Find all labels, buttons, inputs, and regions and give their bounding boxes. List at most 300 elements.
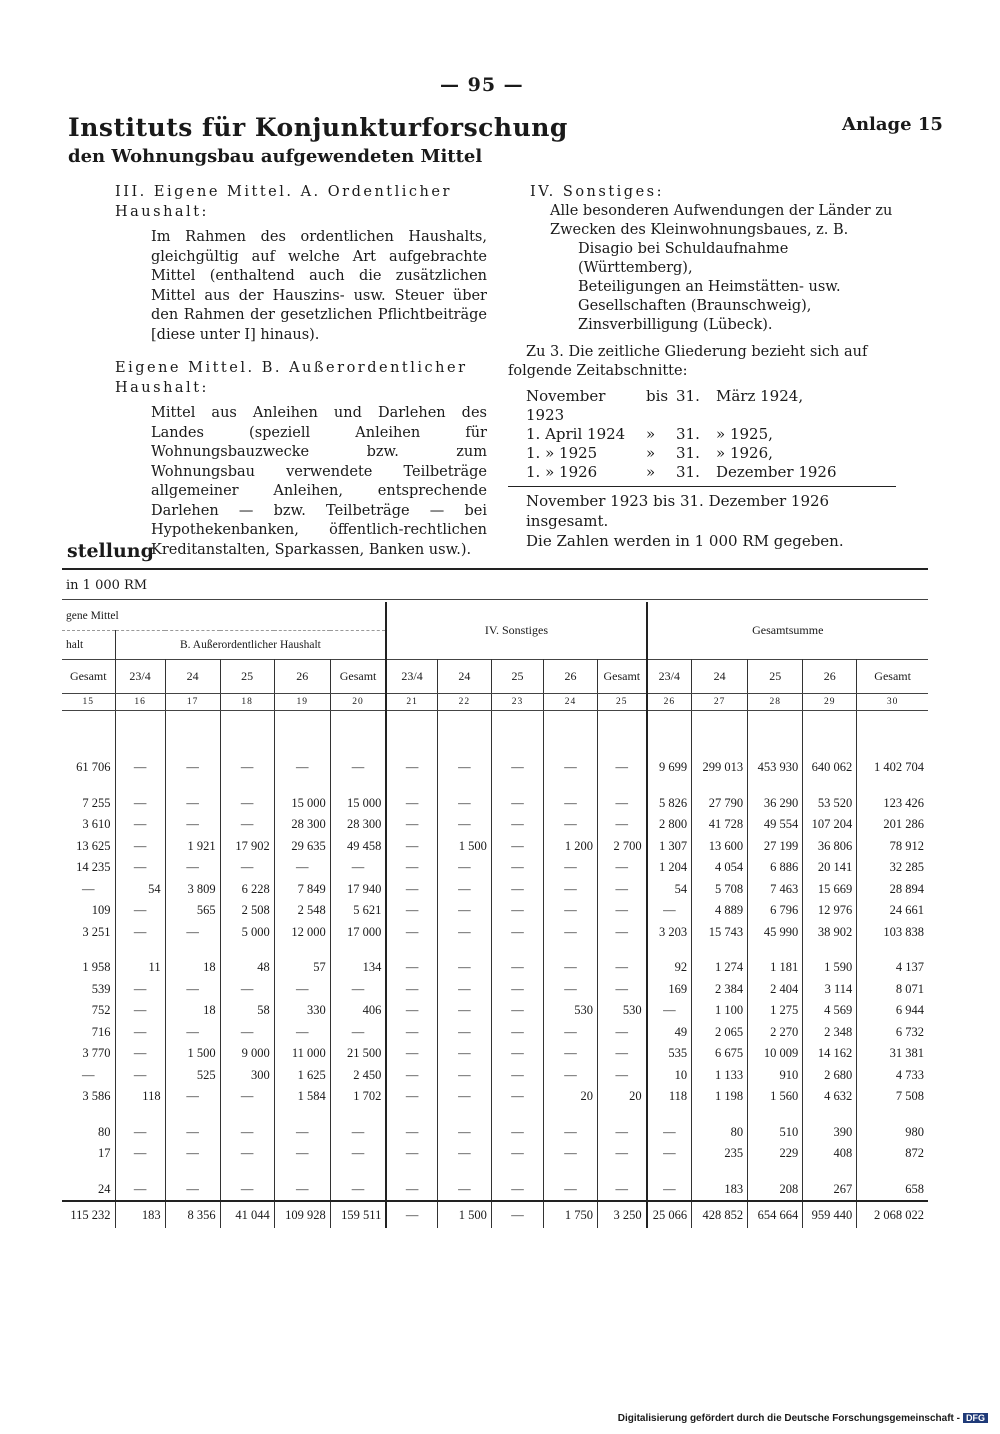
table-cell: — (115, 1065, 165, 1087)
table-cell: — (491, 1022, 543, 1044)
column-header: Gesamt (62, 660, 115, 694)
spacer-cell (437, 943, 491, 957)
spacer-cell (491, 943, 543, 957)
table-cell: — (491, 879, 543, 901)
table-cell: — (165, 1122, 220, 1144)
table-cell: — (274, 757, 330, 779)
table-cell: — (615, 760, 629, 775)
column-header: 25 (491, 660, 543, 694)
column-header: 24 (165, 660, 220, 694)
period-bis: bis (646, 387, 669, 405)
table-cell: — (543, 1122, 597, 1144)
table-cell: 872 (905, 1146, 924, 1161)
table-cell: 299 013 (692, 757, 748, 779)
table-cell: — (115, 814, 165, 836)
table-cell: 980 (905, 1124, 924, 1139)
period-bis: » (646, 425, 656, 443)
table-cell: — (165, 814, 220, 836)
period-end: » 1926, (716, 444, 773, 462)
table-cell: — (386, 857, 437, 879)
spacer-cell (330, 1108, 386, 1122)
spacer-row (62, 943, 928, 957)
table-cell: 2 065 (692, 1022, 748, 1044)
table-cell: 11 000 (274, 1043, 330, 1065)
table-cell: — (220, 1179, 274, 1202)
spacer-cell (598, 711, 647, 758)
table-cell: 658 (905, 1181, 924, 1196)
table-cell: — (220, 979, 274, 1001)
table-cell: — (491, 1122, 543, 1144)
table-cell: 32 285 (889, 860, 924, 875)
group-ausserordentlicher-haushalt: B. Außerordentlicher Haushalt (180, 639, 321, 651)
table-cell: 6 796 (748, 900, 803, 922)
table-cell: — (615, 1124, 629, 1139)
table-cell: — (386, 836, 437, 858)
column-number: 25 (598, 694, 647, 711)
table-cell: 300 (220, 1065, 274, 1087)
table-cell: — (437, 1143, 491, 1165)
table-cell: — (115, 857, 165, 879)
table-cell: 3 250 (598, 1201, 647, 1228)
spacer-cell (543, 943, 597, 957)
text-sonstiges-intro: Alle besonderen Aufwendungen der Länder zu Zwecken des Kleinwohnungsbaues, z. B. (550, 203, 893, 238)
group-label-haushalt: halt (62, 631, 115, 660)
spacer-cell (115, 779, 165, 793)
table-cell: 38 902 (803, 922, 857, 944)
period-row (526, 425, 898, 444)
period-start: 1. » 1925 (526, 444, 598, 462)
table-cell: 12 976 (803, 900, 857, 922)
spacer-cell (330, 779, 386, 793)
spacer-cell (386, 1108, 437, 1122)
column-number: 29 (803, 694, 857, 711)
table-cell: 1 275 (748, 1000, 803, 1022)
table-cell: 123 426 (883, 795, 924, 810)
table-cell: — (615, 795, 629, 810)
table-cell: — (386, 1201, 437, 1228)
table-cell: — (386, 957, 437, 979)
total-row (62, 1201, 928, 1228)
table-row (62, 793, 928, 815)
table-cell: 1 402 704 (874, 760, 924, 775)
text-ordentlicher-haushalt: Im Rahmen des ordentlichen Haushalts, gleichgültig auf welche Art aufgebrachte Mittel (enthaltend auch die zusätzlichen Mittel aus der Hauszins- usw. Steuer über den Rahmen der gesetzlichen Pflichtbeiträge [diese unter I] hinaus). (151, 229, 487, 343)
table-cell: 4 733 (895, 1067, 924, 1082)
footer-text: Digitalisierung gefördert durch die Deutsche Forschungsgemeinschaft - (617, 1413, 960, 1424)
table-cell: 183 (692, 1179, 748, 1202)
spacer-cell (220, 711, 274, 758)
period-day: 31. (676, 425, 700, 443)
spacer-cell (115, 1108, 165, 1122)
table-cell: — (115, 1179, 165, 1202)
table-cell: 20 141 (803, 857, 857, 879)
table-cell: — (647, 1179, 692, 1202)
spacer-cell (857, 779, 928, 793)
spacer-cell (165, 1165, 220, 1179)
table-cell: 14 162 (803, 1043, 857, 1065)
table-cell: 406 (362, 1003, 382, 1018)
table-cell: 530 (622, 1003, 642, 1018)
table-cell: 54 (647, 879, 692, 901)
period-bis: » (646, 463, 656, 481)
period-end: » 1925, (716, 425, 773, 443)
table-cell: — (437, 814, 491, 836)
table-cell: 535 (647, 1043, 692, 1065)
spacer-cell (491, 1108, 543, 1122)
table-cell: 15 000 (274, 793, 330, 815)
table-cell: 15 000 (346, 795, 382, 810)
table-cell: 8 071 (895, 981, 924, 996)
text-total-period: November 1923 bis 31. Dezember 1926 insgesamt. (526, 492, 830, 530)
table-cell: — (165, 757, 220, 779)
column-number: 23 (491, 694, 543, 711)
table-cell: — (386, 814, 437, 836)
table-cell: 525 (165, 1065, 220, 1087)
table-cell: 28 300 (346, 817, 382, 832)
table-cell: — (647, 900, 692, 922)
table-row (62, 1122, 928, 1144)
spacer-cell (543, 1108, 597, 1122)
table-cell: — (386, 1000, 437, 1022)
table-cell: 6 228 (220, 879, 274, 901)
table-row (62, 757, 928, 779)
table-cell: 118 (647, 1086, 692, 1108)
table-cell: — (615, 860, 629, 875)
table-cell: — (165, 1143, 220, 1165)
spacer-row (62, 779, 928, 793)
section-heading: stellung (67, 540, 154, 562)
spacer-cell (647, 1165, 692, 1179)
table-cell: 3 586 (62, 1086, 115, 1108)
text-ausserordentlicher-haushalt: Mittel aus Anleihen und Darlehen des Landes (speziell Anleihen für Wohnungsbauzwecke bzw. zum Wohnungsbau verwendete Teilbeträge allgemeiner Anleihen, entsprechende Darlehen — bzw. Teilbeträge — bei Hypothekenbanken, öffentlich-rechtlichen Kreditanstalten, Sparkassen, Banken usw.). (151, 405, 487, 558)
table-cell: — (543, 1022, 597, 1044)
spacer-cell (692, 1108, 748, 1122)
table-cell: 3 809 (165, 879, 220, 901)
table-cell: 28 894 (889, 881, 924, 896)
table-cell: 2 348 (803, 1022, 857, 1044)
column-header: Gesamt (598, 660, 647, 694)
table-cell: 390 (803, 1122, 857, 1144)
table-cell: 5 621 (353, 903, 382, 918)
table-cell: — (274, 1179, 330, 1202)
spacer-cell (647, 779, 692, 793)
table-cell: — (115, 757, 165, 779)
spacer-cell (803, 943, 857, 957)
spacer-cell (692, 779, 748, 793)
table-cell: — (437, 793, 491, 815)
table-cell: 2 548 (274, 900, 330, 922)
table-cell: 109 (62, 900, 115, 922)
table-cell: 910 (748, 1065, 803, 1087)
column-number: 28 (748, 694, 803, 711)
table-row (62, 1086, 928, 1108)
table-cell: 12 000 (274, 922, 330, 944)
table-cell: — (165, 793, 220, 815)
spacer-cell (437, 779, 491, 793)
divider (62, 568, 928, 570)
table-cell: — (491, 979, 543, 1001)
period-end: Dezember 1926 (716, 463, 837, 481)
table-cell: — (615, 1181, 629, 1196)
column-number: 21 (386, 694, 437, 711)
period-row (526, 387, 898, 425)
table-cell: — (491, 1043, 543, 1065)
spacer-cell (803, 1165, 857, 1179)
period-bis: » (646, 444, 656, 462)
spacer-cell (437, 1165, 491, 1179)
text-period-note: Zu 3. Die zeitliche Gliederung bezieht sich auf folgende Zeitabschnitte: (508, 344, 868, 379)
spacer-cell (386, 1165, 437, 1179)
table-cell: — (543, 1179, 597, 1202)
table-cell: 27 790 (692, 793, 748, 815)
table-cell: — (220, 1022, 274, 1044)
column-header: 24 (692, 660, 748, 694)
table-cell: 1 181 (748, 957, 803, 979)
table-cell: 25 066 (647, 1201, 692, 1228)
period-row (526, 444, 898, 463)
spacer-cell (748, 1165, 803, 1179)
table-cell: — (165, 922, 220, 944)
spacer-cell (115, 1165, 165, 1179)
table-cell: 4 632 (803, 1086, 857, 1108)
table-cell: — (615, 924, 629, 939)
table-cell: 267 (803, 1179, 857, 1202)
table-cell: 9 699 (647, 757, 692, 779)
table-cell: — (491, 793, 543, 815)
table-cell: — (491, 1000, 543, 1022)
table-cell: — (491, 1179, 543, 1202)
table-cell: — (615, 881, 629, 896)
table-cell: 752 (62, 1000, 115, 1022)
table-cell: — (386, 1122, 437, 1144)
table-cell: — (491, 757, 543, 779)
table-cell: 2 068 022 (857, 1201, 928, 1228)
table-cell: 3 770 (62, 1043, 115, 1065)
spacer-cell (491, 1165, 543, 1179)
table-cell: — (615, 1146, 629, 1161)
spacer-cell (274, 943, 330, 957)
column-number: 26 (647, 694, 692, 711)
table-cell: — (220, 857, 274, 879)
period-day: 31. (676, 463, 700, 481)
spacer-cell (115, 711, 165, 758)
table-cell: 17 000 (346, 924, 382, 939)
table-cell: 1 958 (62, 957, 115, 979)
table-cell: — (351, 981, 365, 996)
table-cell: 1 274 (692, 957, 748, 979)
table-cell: 17 940 (346, 881, 382, 896)
table-cell: 29 635 (274, 836, 330, 858)
spacer-cell (598, 943, 647, 957)
period-start: November 1923 (526, 387, 606, 424)
brace-divider (508, 486, 896, 487)
table-cell: 5 826 (647, 793, 692, 815)
spacer-cell (62, 779, 115, 793)
table-cell: 36 806 (803, 836, 857, 858)
spacer-cell (437, 1108, 491, 1122)
table-cell: 510 (748, 1122, 803, 1144)
table-cell: 78 912 (889, 838, 924, 853)
table-cell: — (491, 1086, 543, 1108)
spacer-cell (386, 779, 437, 793)
table-cell: — (437, 757, 491, 779)
spacer-cell (62, 943, 115, 957)
table-cell: — (543, 1065, 597, 1087)
table-cell: 49 554 (748, 814, 803, 836)
table-cell: — (274, 979, 330, 1001)
table-cell: — (543, 900, 597, 922)
table-cell: — (491, 957, 543, 979)
spacer-cell (220, 1165, 274, 1179)
table-cell: — (647, 1143, 692, 1165)
table-cell: — (220, 793, 274, 815)
column-header: 25 (220, 660, 274, 694)
table-cell: — (274, 1122, 330, 1144)
spacer-cell (274, 1108, 330, 1122)
table-cell: 80 (62, 1122, 115, 1144)
table-cell: 716 (62, 1022, 115, 1044)
column-number: 22 (437, 694, 491, 711)
table-cell: 208 (748, 1179, 803, 1202)
column-header: 23/4 (386, 660, 437, 694)
table-cell: — (543, 1143, 597, 1165)
page-title: Instituts für Konjunkturforschung (68, 113, 568, 142)
table-row (62, 814, 928, 836)
spacer-cell (274, 711, 330, 758)
table-row (62, 979, 928, 1001)
spacer-cell (857, 1108, 928, 1122)
spacer-cell (274, 1165, 330, 1179)
table-cell: — (115, 1000, 165, 1022)
spacer-cell (748, 1108, 803, 1122)
spacer-cell (803, 779, 857, 793)
table-cell: 134 (362, 960, 382, 975)
spacer-cell (491, 711, 543, 758)
table-cell: 10 (647, 1065, 692, 1087)
group-sonstiges: IV. Sonstiges (386, 602, 646, 660)
table-cell: — (115, 922, 165, 944)
spacer-cell (857, 711, 928, 758)
table-cell: — (615, 1046, 629, 1061)
column-header: 25 (748, 660, 803, 694)
table-cell: 1 625 (274, 1065, 330, 1087)
table-cell: 1 133 (692, 1065, 748, 1087)
table-cell: 229 (748, 1143, 803, 1165)
table-cell: — (647, 1122, 692, 1144)
table-cell: — (274, 1143, 330, 1165)
table-cell: 49 458 (346, 838, 382, 853)
group-label-eigene-mittel: gene Mittel (62, 602, 386, 631)
column-number: 30 (857, 694, 928, 711)
table-cell: 18 (165, 1000, 220, 1022)
table-cell: — (437, 879, 491, 901)
table-row (62, 836, 928, 858)
table-cell: 530 (543, 1000, 597, 1022)
table-cell: 4 137 (895, 960, 924, 975)
heading-ausserordentlicher-haushalt: Eigene Mittel. B. Außerordentlicher Haushalt: (115, 360, 468, 396)
period-day: 31. (676, 387, 700, 405)
column-header: 26 (803, 660, 857, 694)
table-cell: — (115, 836, 165, 858)
table-cell: 539 (62, 979, 115, 1001)
table-cell: — (437, 900, 491, 922)
table-cell: 1 307 (647, 836, 692, 858)
table-cell: — (437, 979, 491, 1001)
table-cell: — (386, 1022, 437, 1044)
table-cell: 20 (543, 1086, 597, 1108)
table-cell: — (437, 1065, 491, 1087)
table-cell: 1 200 (543, 836, 597, 858)
table-cell: 6 732 (895, 1024, 924, 1039)
table-cell: 959 440 (803, 1201, 857, 1228)
table-cell: — (437, 1043, 491, 1065)
heading-sonstiges: IV. Sonstiges: (530, 184, 664, 200)
table-cell: 235 (692, 1143, 748, 1165)
table-cell: — (351, 1024, 365, 1039)
column-header: 23/4 (115, 660, 165, 694)
spacer-cell (330, 1165, 386, 1179)
spacer-cell (647, 711, 692, 758)
table-row (62, 1043, 928, 1065)
spacer-cell (647, 1108, 692, 1122)
data-table (62, 602, 928, 1228)
spacer-row (62, 711, 928, 758)
spacer-cell (165, 711, 220, 758)
spacer-cell (692, 1165, 748, 1179)
spacer-cell (692, 943, 748, 957)
table-cell: 1 204 (647, 857, 692, 879)
table-cell: 565 (165, 900, 220, 922)
spacer-cell (598, 1108, 647, 1122)
table-cell: — (491, 857, 543, 879)
divider (62, 599, 928, 600)
table-cell: 7 255 (62, 793, 115, 815)
table-row (62, 1065, 928, 1087)
table-cell: 3 610 (62, 814, 115, 836)
table-cell: 169 (647, 979, 692, 1001)
table-cell: 6 944 (895, 1003, 924, 1018)
table-cell: — (274, 1022, 330, 1044)
table-cell: — (62, 879, 115, 901)
table-cell: 2 404 (748, 979, 803, 1001)
column-number: 16 (115, 694, 165, 711)
spacer-cell (274, 779, 330, 793)
table-cell: 7 463 (748, 879, 803, 901)
table-cell: — (386, 1065, 437, 1087)
table-cell: 4 889 (692, 900, 748, 922)
period-start: 1. » 1926 (526, 463, 598, 481)
table-cell: 57 (274, 957, 330, 979)
table-cell: 92 (647, 957, 692, 979)
table-cell: 2 800 (647, 814, 692, 836)
table-cell: 15 743 (692, 922, 748, 944)
table-cell: 453 930 (748, 757, 803, 779)
period-day: 31. (676, 444, 700, 462)
table-cell: 1 584 (274, 1086, 330, 1108)
spacer-cell (748, 711, 803, 758)
spacer-cell (803, 1108, 857, 1122)
list-item: Zinsverbilligung (Lübeck). (578, 317, 773, 333)
spacer-cell (330, 943, 386, 957)
column-header: 24 (437, 660, 491, 694)
table-cell: 3 203 (647, 922, 692, 944)
table-cell: — (615, 817, 629, 832)
footer (618, 1413, 988, 1424)
table-cell: 24 (62, 1179, 115, 1202)
table-cell: — (491, 1065, 543, 1087)
column-header-row (62, 660, 928, 694)
table-cell: — (543, 757, 597, 779)
table-row (62, 1143, 928, 1165)
